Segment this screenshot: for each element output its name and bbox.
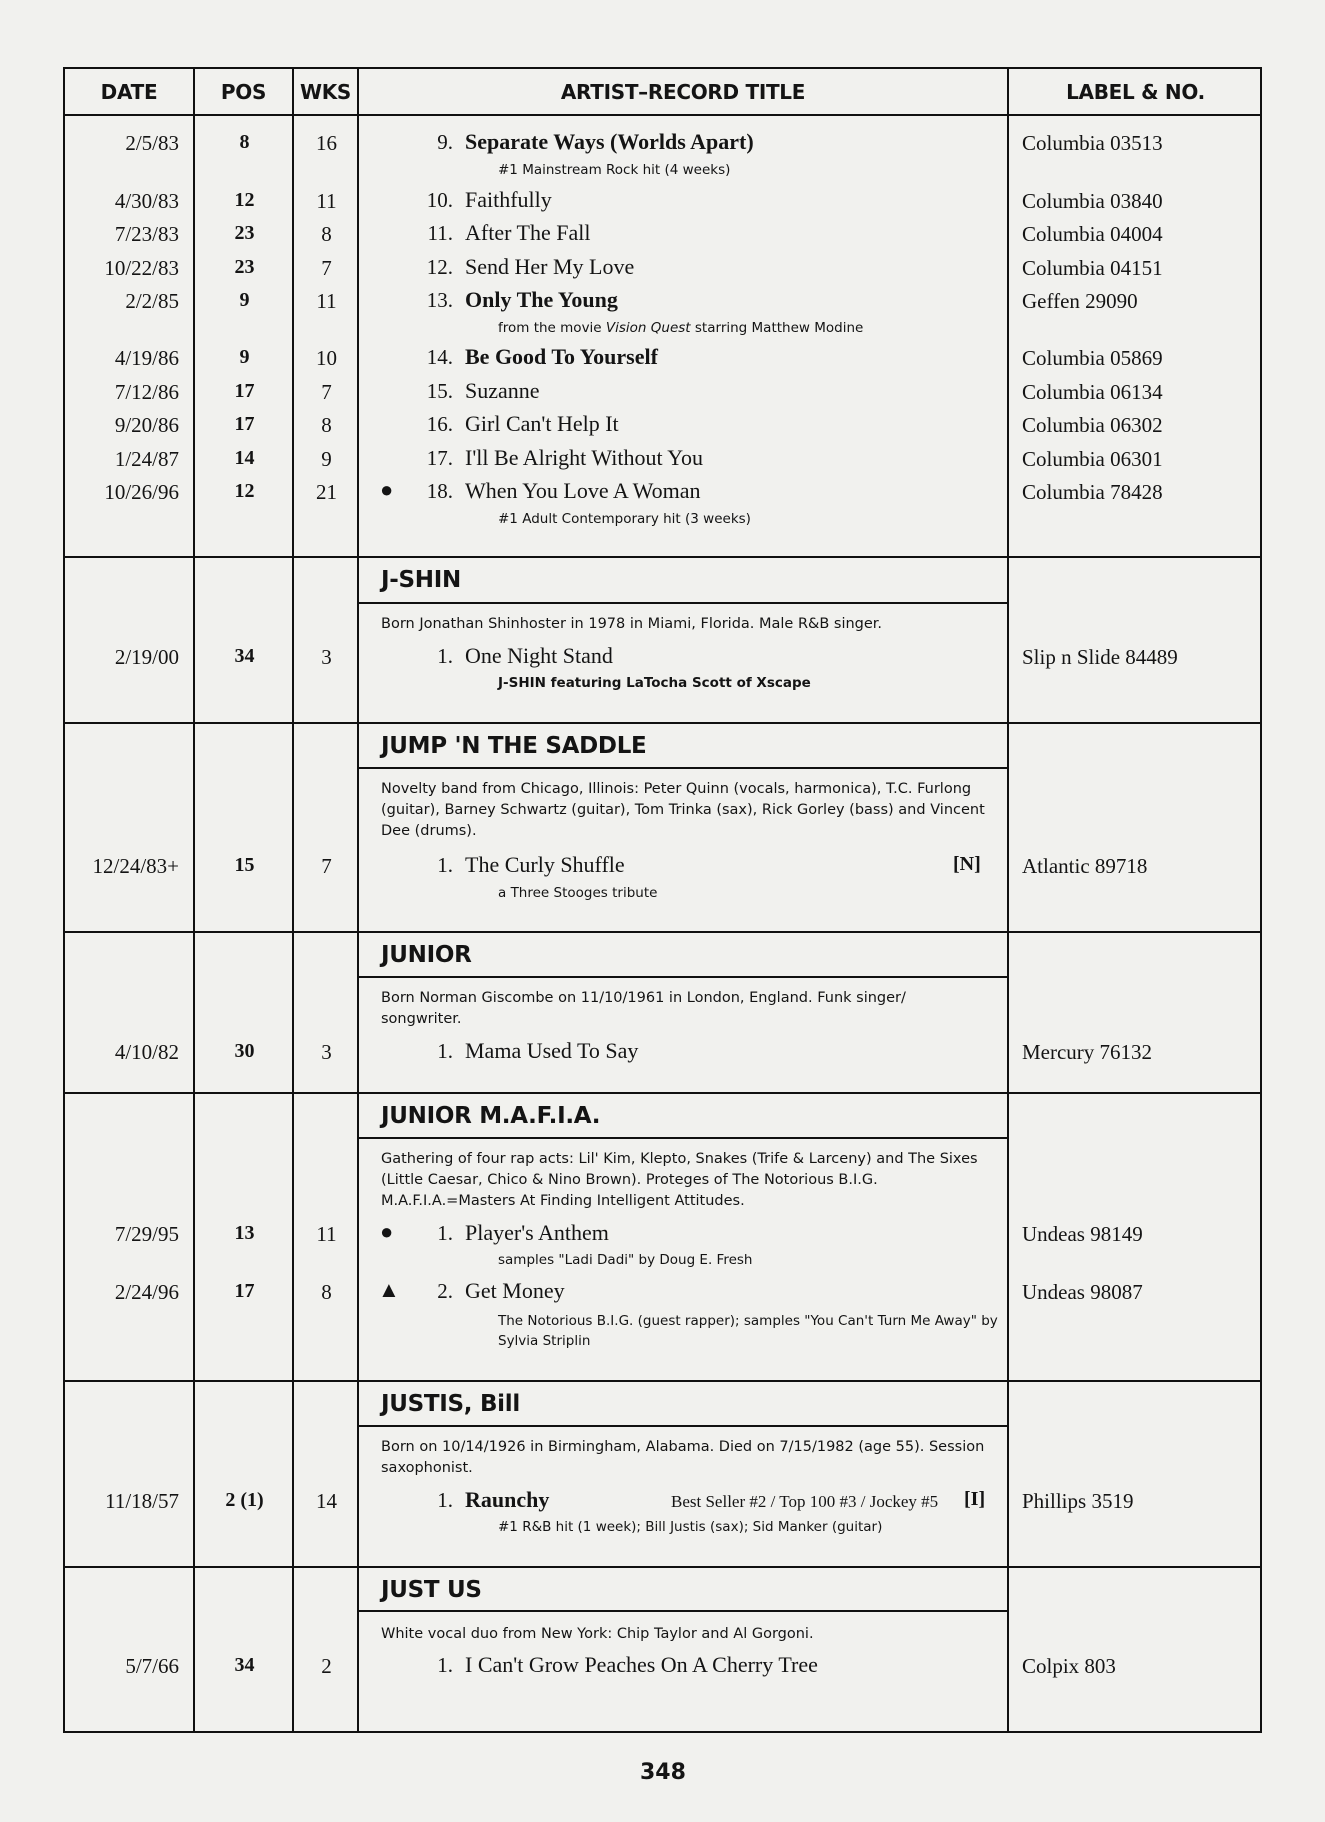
entry-date: 4/10/82 <box>114 1040 179 1064</box>
entry-wks: 2 <box>321 1654 332 1678</box>
entry-wks: 7 <box>321 854 332 878</box>
entry-wks: 11 <box>316 289 337 313</box>
entry-title: Send Her My Love <box>465 254 635 279</box>
entry-label: Columbia 78428 <box>1022 480 1163 504</box>
entry-wks: 7 <box>321 256 332 280</box>
note-text: starring Matthew Modine <box>690 320 864 336</box>
column-divider <box>1007 69 1009 1731</box>
section-divider <box>65 1092 1260 1094</box>
entry-number: 17. <box>426 446 453 470</box>
entry-label: Columbia 03840 <box>1022 189 1163 213</box>
entry-pos: 17 <box>234 380 255 402</box>
entry-wks: 3 <box>321 1040 332 1064</box>
artist-name: JUSTIS, Bill <box>381 1391 520 1417</box>
entry-title: Raunchy <box>465 1487 550 1512</box>
entry-date: 12/24/83+ <box>92 854 179 878</box>
artist-bio: Born Jonathan Shinhoster in 1978 in Miami, Florida. Male R&B singer. <box>381 616 883 632</box>
entry-pos: 12 <box>234 480 255 502</box>
entry-number: 1. <box>437 1488 453 1512</box>
entry-label: Columbia 04151 <box>1022 256 1163 280</box>
entry-note: a Three Stooges tribute <box>498 885 658 901</box>
entry-number: 1. <box>437 853 453 877</box>
artist-bio: Novelty band from Chicago, Illinois: Peter Quinn (vocals, harmonica), T.C. Furlong (guitar), Barney Schwartz (guitar), Tom Trinka (sax), Rick Gorley (bass) and Vincent Dee (drums). <box>381 781 985 839</box>
artist-divider <box>359 1610 1007 1612</box>
artist-bio: Born on 10/14/1926 in Birmingham, Alabama. Died on 7/15/1982 (age 55). Session saxophonist. <box>381 1439 985 1476</box>
entry-pos: 14 <box>234 447 255 469</box>
section-divider <box>65 1380 1260 1382</box>
entry-date: 10/26/96 <box>104 480 179 504</box>
page-number: 348 <box>640 1760 686 1785</box>
entry-note: #1 Mainstream Rock hit (4 weeks) <box>498 162 731 178</box>
entry-date: 4/30/83 <box>114 189 179 213</box>
entry-date: 2/5/83 <box>125 131 179 155</box>
entry-label: Columbia 03513 <box>1022 131 1163 155</box>
artist-bio: Gathering of four rap acts: Lil' Kim, Klepto, Snakes (Trife & Larceny) and The Sixes (Little Caesar, Chico & Nino Brown). Proteges of The Notorious B.I.G. M.A.F.I.A.=Masters At Finding Intelligent Attitudes. <box>381 1151 978 1209</box>
entry-title: Suzanne <box>465 378 540 403</box>
entry-date: 7/12/86 <box>114 380 179 404</box>
entry-title: Faithfully <box>465 187 552 212</box>
entry-wks: 10 <box>316 346 337 370</box>
entry-note: The Notorious B.I.G. (guest rapper); samples "You Can't Turn Me Away" by Sylvia Striplin <box>498 1313 998 1349</box>
entry-number: 15. <box>426 379 453 403</box>
section-divider <box>65 931 1260 933</box>
entry-pos: 12 <box>234 189 255 211</box>
entry-date: 11/18/57 <box>105 1489 179 1513</box>
artist-bio: Born Norman Giscombe on 11/10/1961 in London, England. Funk singer/ songwriter. <box>381 990 906 1027</box>
section-divider <box>65 722 1260 724</box>
note-text: from the movie <box>498 320 606 336</box>
entry-date: 5/7/66 <box>125 1654 179 1678</box>
instrumental-tag: [I] <box>964 1488 986 1510</box>
artist-divider <box>359 1425 1007 1427</box>
chart-positions: Best Seller #2 / Top 100 #3 / Jockey #5 <box>671 1492 939 1511</box>
entry-wks: 11 <box>316 189 337 213</box>
entry-number: 2. <box>437 1279 453 1303</box>
entry-pos: 13 <box>234 1222 255 1244</box>
entry-pos: 8 <box>239 131 250 153</box>
entry-pos: 34 <box>234 645 255 667</box>
platinum-triangle-icon: ▲ <box>378 1277 400 1302</box>
entry-label: Columbia 05869 <box>1022 346 1163 370</box>
entry-title: Separate Ways (Worlds Apart) <box>465 129 754 154</box>
entry-pos: 23 <box>234 256 255 278</box>
entry-label: Columbia 04004 <box>1022 222 1163 246</box>
artist-name: JUNIOR <box>381 942 472 968</box>
entry-number: 1. <box>437 1221 453 1245</box>
header-divider <box>65 114 1260 116</box>
entry-date: 2/2/85 <box>125 289 179 313</box>
column-divider <box>292 69 294 1731</box>
entry-label: Geffen 29090 <box>1022 289 1138 313</box>
entry-note: samples "Ladi Dadi" by Doug E. Fresh <box>498 1252 753 1268</box>
entry-note <box>498 320 863 336</box>
entry-date: 10/22/83 <box>104 256 179 280</box>
entry-wks: 21 <box>316 480 337 504</box>
entry-date: 1/24/87 <box>114 447 179 471</box>
entry-number: 11. <box>427 221 453 245</box>
entry-number: 10. <box>426 188 453 212</box>
column-divider <box>193 69 195 1731</box>
artist-divider <box>359 976 1007 978</box>
entry-label: Mercury 76132 <box>1022 1040 1153 1064</box>
entry-pos: 9 <box>239 289 250 311</box>
entry-label: Atlantic 89718 <box>1022 854 1148 878</box>
entry-title: I'll Be Alright Without You <box>465 445 703 470</box>
artist-name: J-SHIN <box>381 567 461 593</box>
entry-label: Undeas 98149 <box>1022 1222 1143 1246</box>
entry-pos: 2 (1) <box>225 1489 264 1511</box>
entry-pos: 34 <box>234 1654 255 1676</box>
entry-number: 12. <box>426 255 453 279</box>
entry-pos: 23 <box>234 222 255 244</box>
entry-title: Player's Anthem <box>465 1220 609 1245</box>
entry-pos: 9 <box>239 346 250 368</box>
entry-number: 1. <box>437 1653 453 1677</box>
chart-table <box>63 67 1262 1733</box>
entry-number: 18. <box>426 479 453 503</box>
artist-name: JUMP 'N THE SADDLE <box>381 733 647 759</box>
entry-date: 9/20/86 <box>114 413 179 437</box>
entry-pos: 15 <box>234 854 255 876</box>
entry-date: 4/19/86 <box>114 346 179 370</box>
entry-pos: 17 <box>234 1280 255 1302</box>
entry-title: Mama Used To Say <box>465 1038 639 1063</box>
entry-title: Only The Young <box>465 287 618 312</box>
entry-date: 2/24/96 <box>114 1280 179 1304</box>
entry-title: After The Fall <box>465 220 591 245</box>
artist-name: JUST US <box>381 1577 482 1603</box>
artist-bio: White vocal duo from New York: Chip Taylor and Al Gorgoni. <box>381 1626 814 1642</box>
entry-title: Be Good To Yourself <box>465 344 658 369</box>
entry-wks: 14 <box>316 1489 337 1513</box>
header-label: LABEL & NO. <box>1066 80 1205 104</box>
entry-pos: 17 <box>234 413 255 435</box>
column-divider <box>357 69 359 1731</box>
entry-title: Girl Can't Help It <box>465 411 619 436</box>
entry-title: When You Love A Woman <box>465 478 701 503</box>
entry-wks: 9 <box>321 447 332 471</box>
artist-divider <box>359 1137 1007 1139</box>
entry-wks: 8 <box>321 222 332 246</box>
entry-title: One Night Stand <box>465 643 613 668</box>
entry-title: Get Money <box>465 1278 565 1303</box>
header-title: ARTIST–RECORD TITLE <box>560 80 806 104</box>
entry-number: 13. <box>426 288 453 312</box>
header-pos: POS <box>220 80 267 104</box>
entry-label: Undeas 98087 <box>1022 1280 1143 1304</box>
entry-wks: 16 <box>316 131 337 155</box>
entry-pos: 30 <box>234 1040 255 1062</box>
entry-date: 7/23/83 <box>114 222 179 246</box>
entry-date: 2/19/00 <box>114 645 179 669</box>
entry-label: Slip n Slide 84489 <box>1022 645 1178 669</box>
entry-label: Columbia 06302 <box>1022 413 1163 437</box>
entry-label: Columbia 06301 <box>1022 447 1163 471</box>
section-divider <box>65 556 1260 558</box>
artist-divider <box>359 602 1007 604</box>
gold-record-circle-icon: ● <box>380 1219 394 1244</box>
entry-number: 1. <box>437 644 453 668</box>
artist-divider <box>359 767 1007 769</box>
entry-title: The Curly Shuffle <box>465 852 625 877</box>
entry-note: J-SHIN featuring LaTocha Scott of Xscape <box>498 675 811 691</box>
movie-title: Vision Quest <box>605 320 691 336</box>
entry-number: 9. <box>437 130 453 154</box>
entry-number: 1. <box>437 1039 453 1063</box>
entry-label: Columbia 06134 <box>1022 380 1163 404</box>
entry-label: Colpix 803 <box>1022 1654 1116 1678</box>
entry-note: #1 R&B hit (1 week); Bill Justis (sax); Sid Manker (guitar) <box>498 1519 883 1535</box>
entry-wks: 8 <box>321 1280 332 1304</box>
entry-number: 16. <box>426 412 453 436</box>
header-wks: WKS <box>299 80 352 104</box>
entry-wks: 11 <box>316 1222 337 1246</box>
header-date: DATE <box>100 80 158 104</box>
entry-wks: 8 <box>321 413 332 437</box>
entry-title: I Can't Grow Peaches On A Cherry Tree <box>465 1652 818 1677</box>
entry-date: 7/29/95 <box>114 1222 179 1246</box>
novelty-tag: [N] <box>953 853 981 875</box>
entry-note: #1 Adult Contemporary hit (3 weeks) <box>498 511 751 527</box>
artist-name: JUNIOR M.A.F.I.A. <box>381 1103 601 1129</box>
entry-label: Phillips 3519 <box>1022 1489 1134 1513</box>
section-divider <box>65 1566 1260 1568</box>
entry-wks: 3 <box>321 645 332 669</box>
entry-number: 14. <box>426 345 453 369</box>
entry-wks: 7 <box>321 380 332 404</box>
gold-record-circle-icon: ● <box>380 477 394 502</box>
